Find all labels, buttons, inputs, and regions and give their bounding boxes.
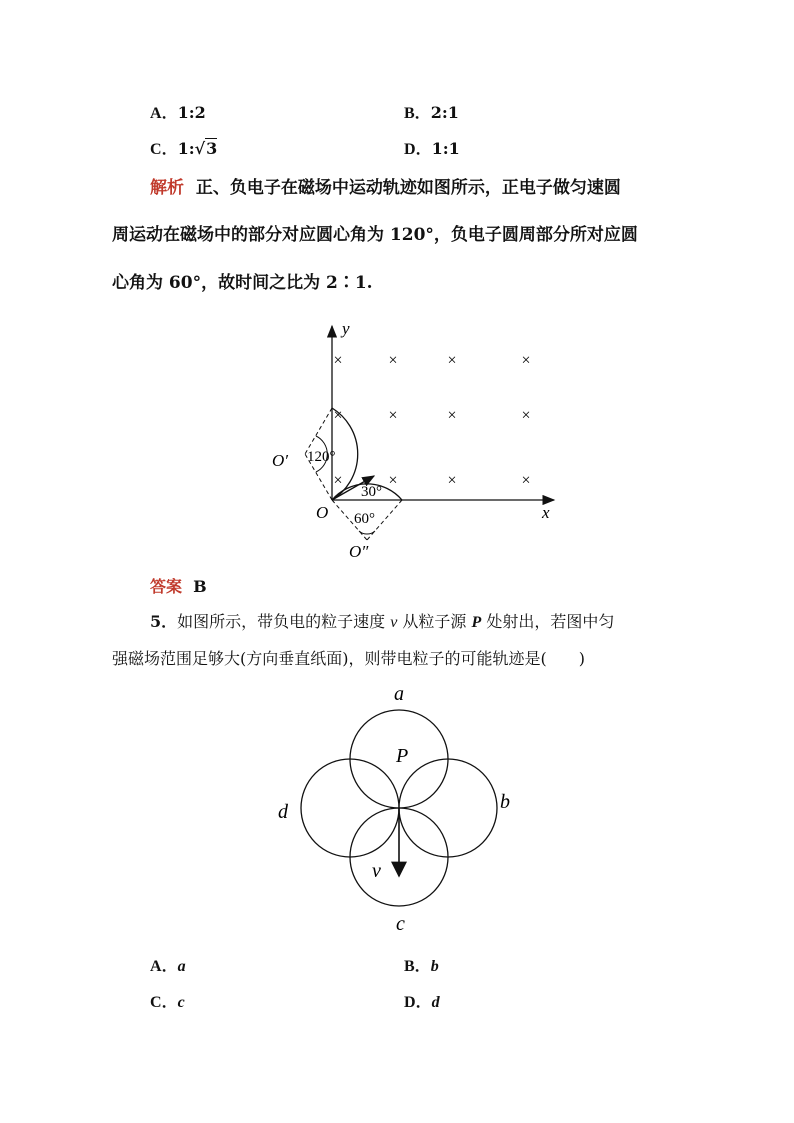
label-P: P (396, 745, 409, 767)
q5-option-d: D．d (404, 992, 440, 1011)
q4-option-a: A．1:2 (150, 103, 206, 122)
radius-top-1 (305, 408, 332, 454)
label-v: v (372, 860, 381, 882)
circle-d (301, 759, 399, 857)
svg-text:×: × (333, 407, 343, 424)
x-axis-label: x (542, 503, 550, 522)
label-c: c (396, 913, 405, 935)
angle-30-label: 30° (361, 484, 382, 500)
analysis-label: 解析 (150, 178, 184, 198)
question5-line-1: 5．如图所示，带负电的粒子速度 v 从粒子源 P 处射出，若图中匀 (150, 612, 615, 631)
svg-text:×: × (333, 472, 343, 489)
center-bottom-label: O″ (349, 542, 369, 561)
origin-label: O (316, 503, 329, 522)
answer-label: 答案 (150, 577, 183, 596)
analysis-line-1: 解析 正、负电子在磁场中运动轨迹如图所示，正电子做匀速圆 (150, 178, 621, 198)
sqrt-sign: √ (194, 139, 206, 158)
svg-text:×: × (388, 472, 398, 489)
svg-text:×: × (521, 407, 531, 424)
analysis-line-3: 心角为 60°，故时间之比为 2∶1. (112, 273, 373, 293)
svg-text:×: × (447, 472, 457, 489)
field-crosses (333, 352, 530, 489)
question5-line-2: 强磁场范围足够大(方向垂直纸面)，则带电粒子的可能轨迹是( ) (112, 649, 585, 668)
label-b: b (500, 791, 510, 813)
q5-option-b: B．b (404, 956, 439, 975)
q5-option-c: C．c (150, 992, 185, 1011)
q5-option-a: A．a (150, 956, 186, 975)
angle-120-label: 120° (307, 449, 336, 465)
center-top-label: O′ (272, 451, 288, 470)
svg-text:×: × (447, 352, 457, 369)
circle-b (399, 759, 497, 857)
svg-text:×: × (521, 472, 531, 489)
label-a: a (394, 683, 404, 705)
svg-text:×: × (388, 352, 398, 369)
svg-text:×: × (333, 352, 343, 369)
svg-text:×: × (388, 407, 398, 424)
svg-text:×: × (521, 352, 531, 369)
svg-text:×: × (447, 407, 457, 424)
four-circles-figure (270, 680, 530, 940)
electron-trajectory-figure (260, 318, 570, 563)
q4-option-b: B．2:1 (404, 103, 459, 122)
angle-60-label: 60° (354, 511, 375, 527)
q4-option-d: D．1:1 (404, 139, 460, 158)
answer-line (150, 575, 207, 599)
label-d: d (278, 801, 288, 823)
answer-value: B (193, 577, 207, 596)
analysis-line-2: 周运动在磁场中的部分对应圆心角为 120°，负电子圆周部分所对应圆 (112, 225, 638, 245)
y-axis-label: y (342, 319, 350, 338)
q4-option-c: C．1:√3 (150, 139, 218, 158)
